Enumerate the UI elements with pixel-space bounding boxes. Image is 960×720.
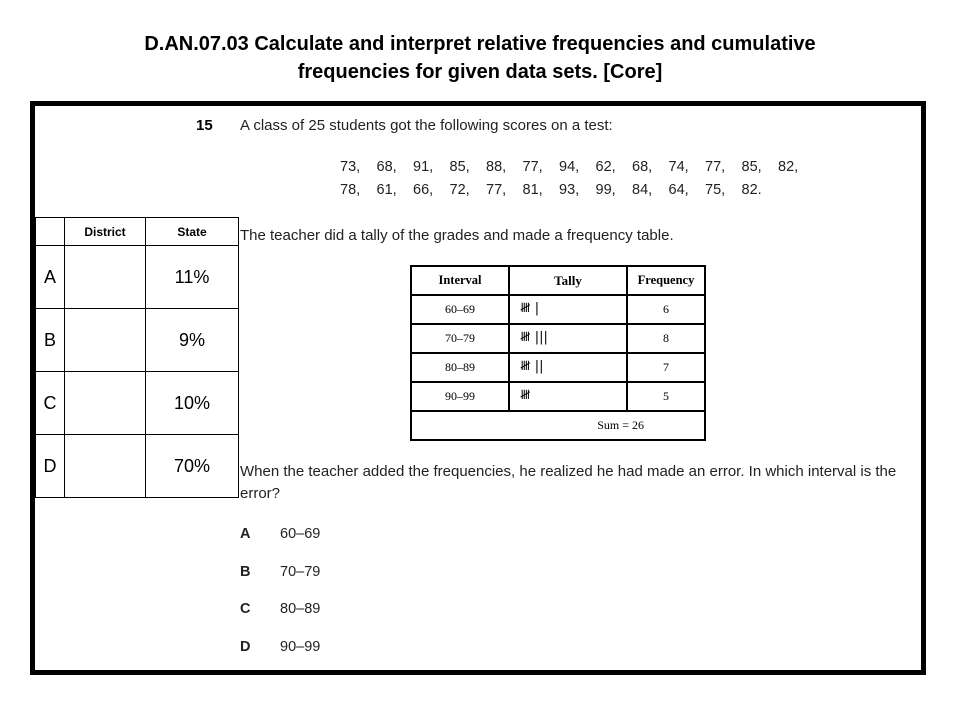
score: 77, <box>486 182 507 198</box>
interval-cell: 80–89 <box>411 353 509 382</box>
question-intro: A class of 25 students got the following scores on a test: <box>240 117 613 134</box>
table-row <box>36 435 239 498</box>
score: 91, <box>413 159 434 175</box>
frequency-cell: 5 <box>627 382 705 411</box>
column-header-district: District <box>65 218 146 246</box>
choice-text: 70–79 <box>280 563 321 580</box>
results-table <box>35 217 239 498</box>
sum-cell: Sum = 26 <box>411 411 705 440</box>
district-cell <box>65 435 146 498</box>
page-title-line-1: D.AN.07.03 Calculate and interpret relative frequencies and cumulative <box>144 33 816 55</box>
choice-letter: A <box>240 526 251 542</box>
choice-label: D <box>36 435 65 498</box>
column-header-state: State <box>146 218 239 246</box>
choice-label: A <box>36 246 65 309</box>
choice-text: 60–69 <box>280 526 321 542</box>
frequency-cell: 6 <box>627 295 705 324</box>
district-cell <box>65 309 146 372</box>
state-percent: 9% <box>146 309 239 372</box>
frequency-table-header <box>411 266 705 295</box>
interval-cell: 90–99 <box>411 382 509 411</box>
score: 88, <box>486 159 507 175</box>
score: 68, <box>376 159 397 175</box>
answer-choices <box>240 526 320 676</box>
score: 93, <box>559 182 580 198</box>
state-percent: 11% <box>146 246 239 309</box>
table-row <box>36 372 239 435</box>
score: 99, <box>595 182 616 198</box>
score: 74, <box>668 159 689 175</box>
answer-choice-c[interactable] <box>240 601 320 639</box>
column-header-blank <box>36 218 65 246</box>
district-cell <box>65 246 146 309</box>
district-cell <box>65 372 146 435</box>
table-row <box>36 309 239 372</box>
answer-choice-b[interactable] <box>240 564 320 602</box>
tally-cell: 𝍸 ||| <box>509 324 627 353</box>
score: 66, <box>413 182 434 198</box>
score: 73, <box>340 159 361 175</box>
interval-cell: 70–79 <box>411 324 509 353</box>
tally-intro: The teacher did a tally of the grades and made a frequency table. <box>240 227 674 244</box>
score: 84, <box>632 182 653 198</box>
column-header-interval: Interval <box>411 266 509 295</box>
score: 75, <box>705 182 726 198</box>
choice-label: B <box>36 309 65 372</box>
score: 94, <box>559 159 580 175</box>
score: 68, <box>632 159 653 175</box>
score: 62, <box>595 159 616 175</box>
tally-cell: 𝍸 <box>509 382 627 411</box>
column-header-tally: Tally <box>509 266 627 295</box>
table-row <box>411 295 705 324</box>
answer-choice-a[interactable] <box>240 526 320 564</box>
scores-row-2 <box>340 182 778 198</box>
score: 81, <box>522 182 543 198</box>
choice-label: C <box>36 372 65 435</box>
answer-choice-d[interactable] <box>240 639 320 677</box>
choice-text: 90–99 <box>280 638 321 655</box>
results-table-header <box>36 218 239 246</box>
score: 82, <box>778 159 799 175</box>
score: 64, <box>668 182 689 198</box>
table-row <box>411 382 705 411</box>
choice-text: 80–89 <box>280 601 321 617</box>
score: 72, <box>449 182 470 198</box>
tally-cell: 𝍸 | <box>509 295 627 324</box>
score: 85, <box>449 159 470 175</box>
page-title <box>20 30 940 86</box>
score: 85, <box>741 159 762 175</box>
score: 82. <box>741 182 762 198</box>
column-header-frequency: Frequency <box>627 266 705 295</box>
score: 77, <box>522 159 543 175</box>
choice-letter: D <box>240 638 251 655</box>
score: 77, <box>705 159 726 175</box>
choice-letter: B <box>240 563 251 580</box>
frequency-cell: 7 <box>627 353 705 382</box>
state-percent: 70% <box>146 435 239 498</box>
page-title-line-2: frequencies for given data sets. [Core] <box>297 61 663 83</box>
table-row <box>411 353 705 382</box>
tally-cell: 𝍸 || <box>509 353 627 382</box>
interval-cell: 60–69 <box>411 295 509 324</box>
score: 78, <box>340 182 361 198</box>
sum-row <box>411 411 705 440</box>
table-row <box>411 324 705 353</box>
score: 61, <box>376 182 397 198</box>
choice-letter: C <box>240 601 251 617</box>
scores-row-1 <box>340 159 815 175</box>
frequency-table <box>410 265 706 441</box>
table-row <box>36 246 239 309</box>
frequency-cell: 8 <box>627 324 705 353</box>
state-percent: 10% <box>146 372 239 435</box>
question-number: 15 <box>196 117 213 134</box>
question-prompt: When the teacher added the frequencies, he realized he had made an error. In which interval is the error? <box>240 463 897 502</box>
